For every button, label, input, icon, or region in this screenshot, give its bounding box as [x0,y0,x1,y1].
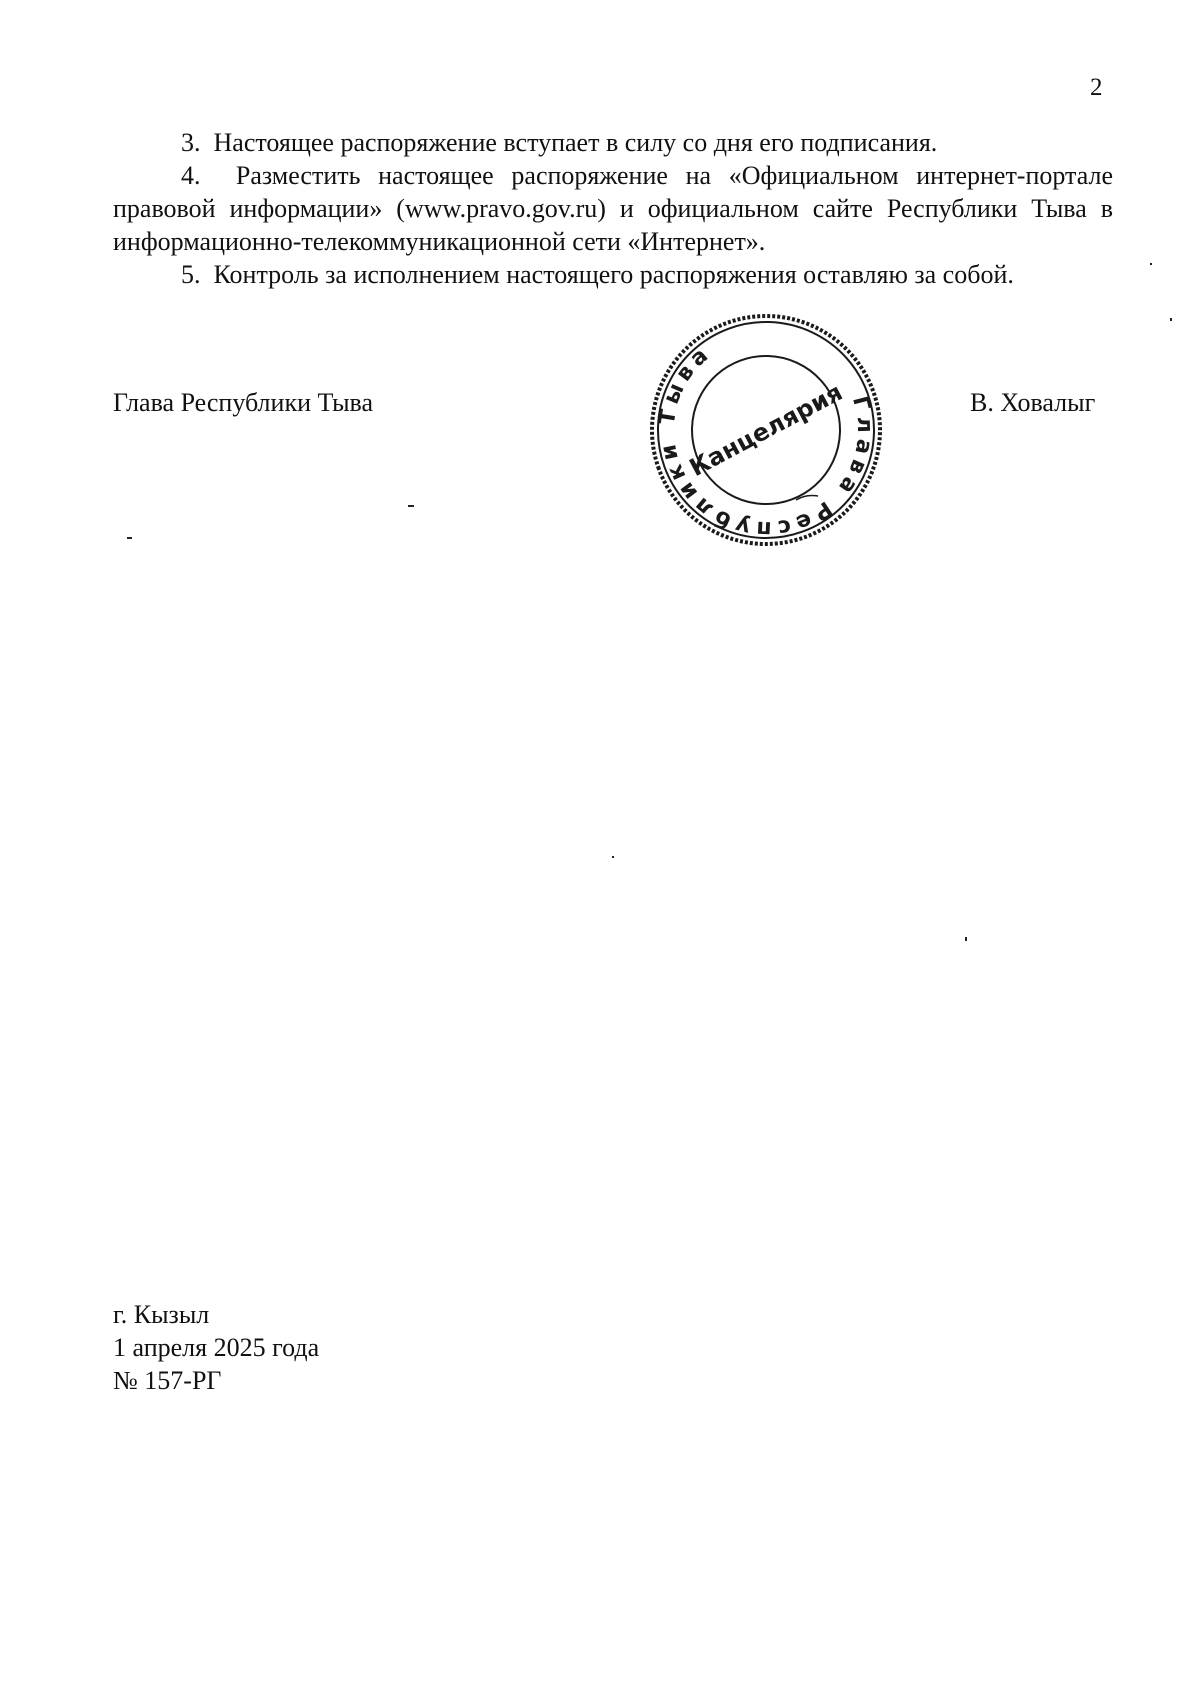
seal-center-text: Канцелярия [684,378,848,482]
document-number: № 157-РГ [113,1366,222,1395]
document-body [113,126,1113,291]
scan-speck [965,937,967,941]
document-footer [113,1298,319,1397]
signatory-name: В. Ховалыг [970,388,1096,417]
official-seal [646,310,886,550]
page-number: 2 [1090,74,1103,101]
paragraph-3: 3. Настоящее распоряжение вступает в силу со дня его подписания. [181,128,938,157]
scan-speck [1150,263,1152,265]
signatory-position: Глава Республики Тыва [113,388,374,417]
city: г. Кызыл [113,1300,210,1329]
scan-speck [612,856,614,858]
document-date: 1 апреля 2025 года [113,1333,320,1362]
scan-speck [408,505,414,507]
paragraph-4: 4. Разместить настоящее распоряжение на «Официальном интернет-портале правовой информации» (www.pravo.gov.ru) и официальном сайте Республики Тыва в информационно-телекоммуникационной сети «Интернет». [113,161,1113,256]
seal-outer-text: Глава Республики Тыва [654,339,878,542]
scan-speck [127,537,132,539]
paragraph-5: 5. Контроль за исполнением настоящего распоряжения оставляю за собой. [181,260,1014,289]
scan-speck [1170,318,1172,321]
